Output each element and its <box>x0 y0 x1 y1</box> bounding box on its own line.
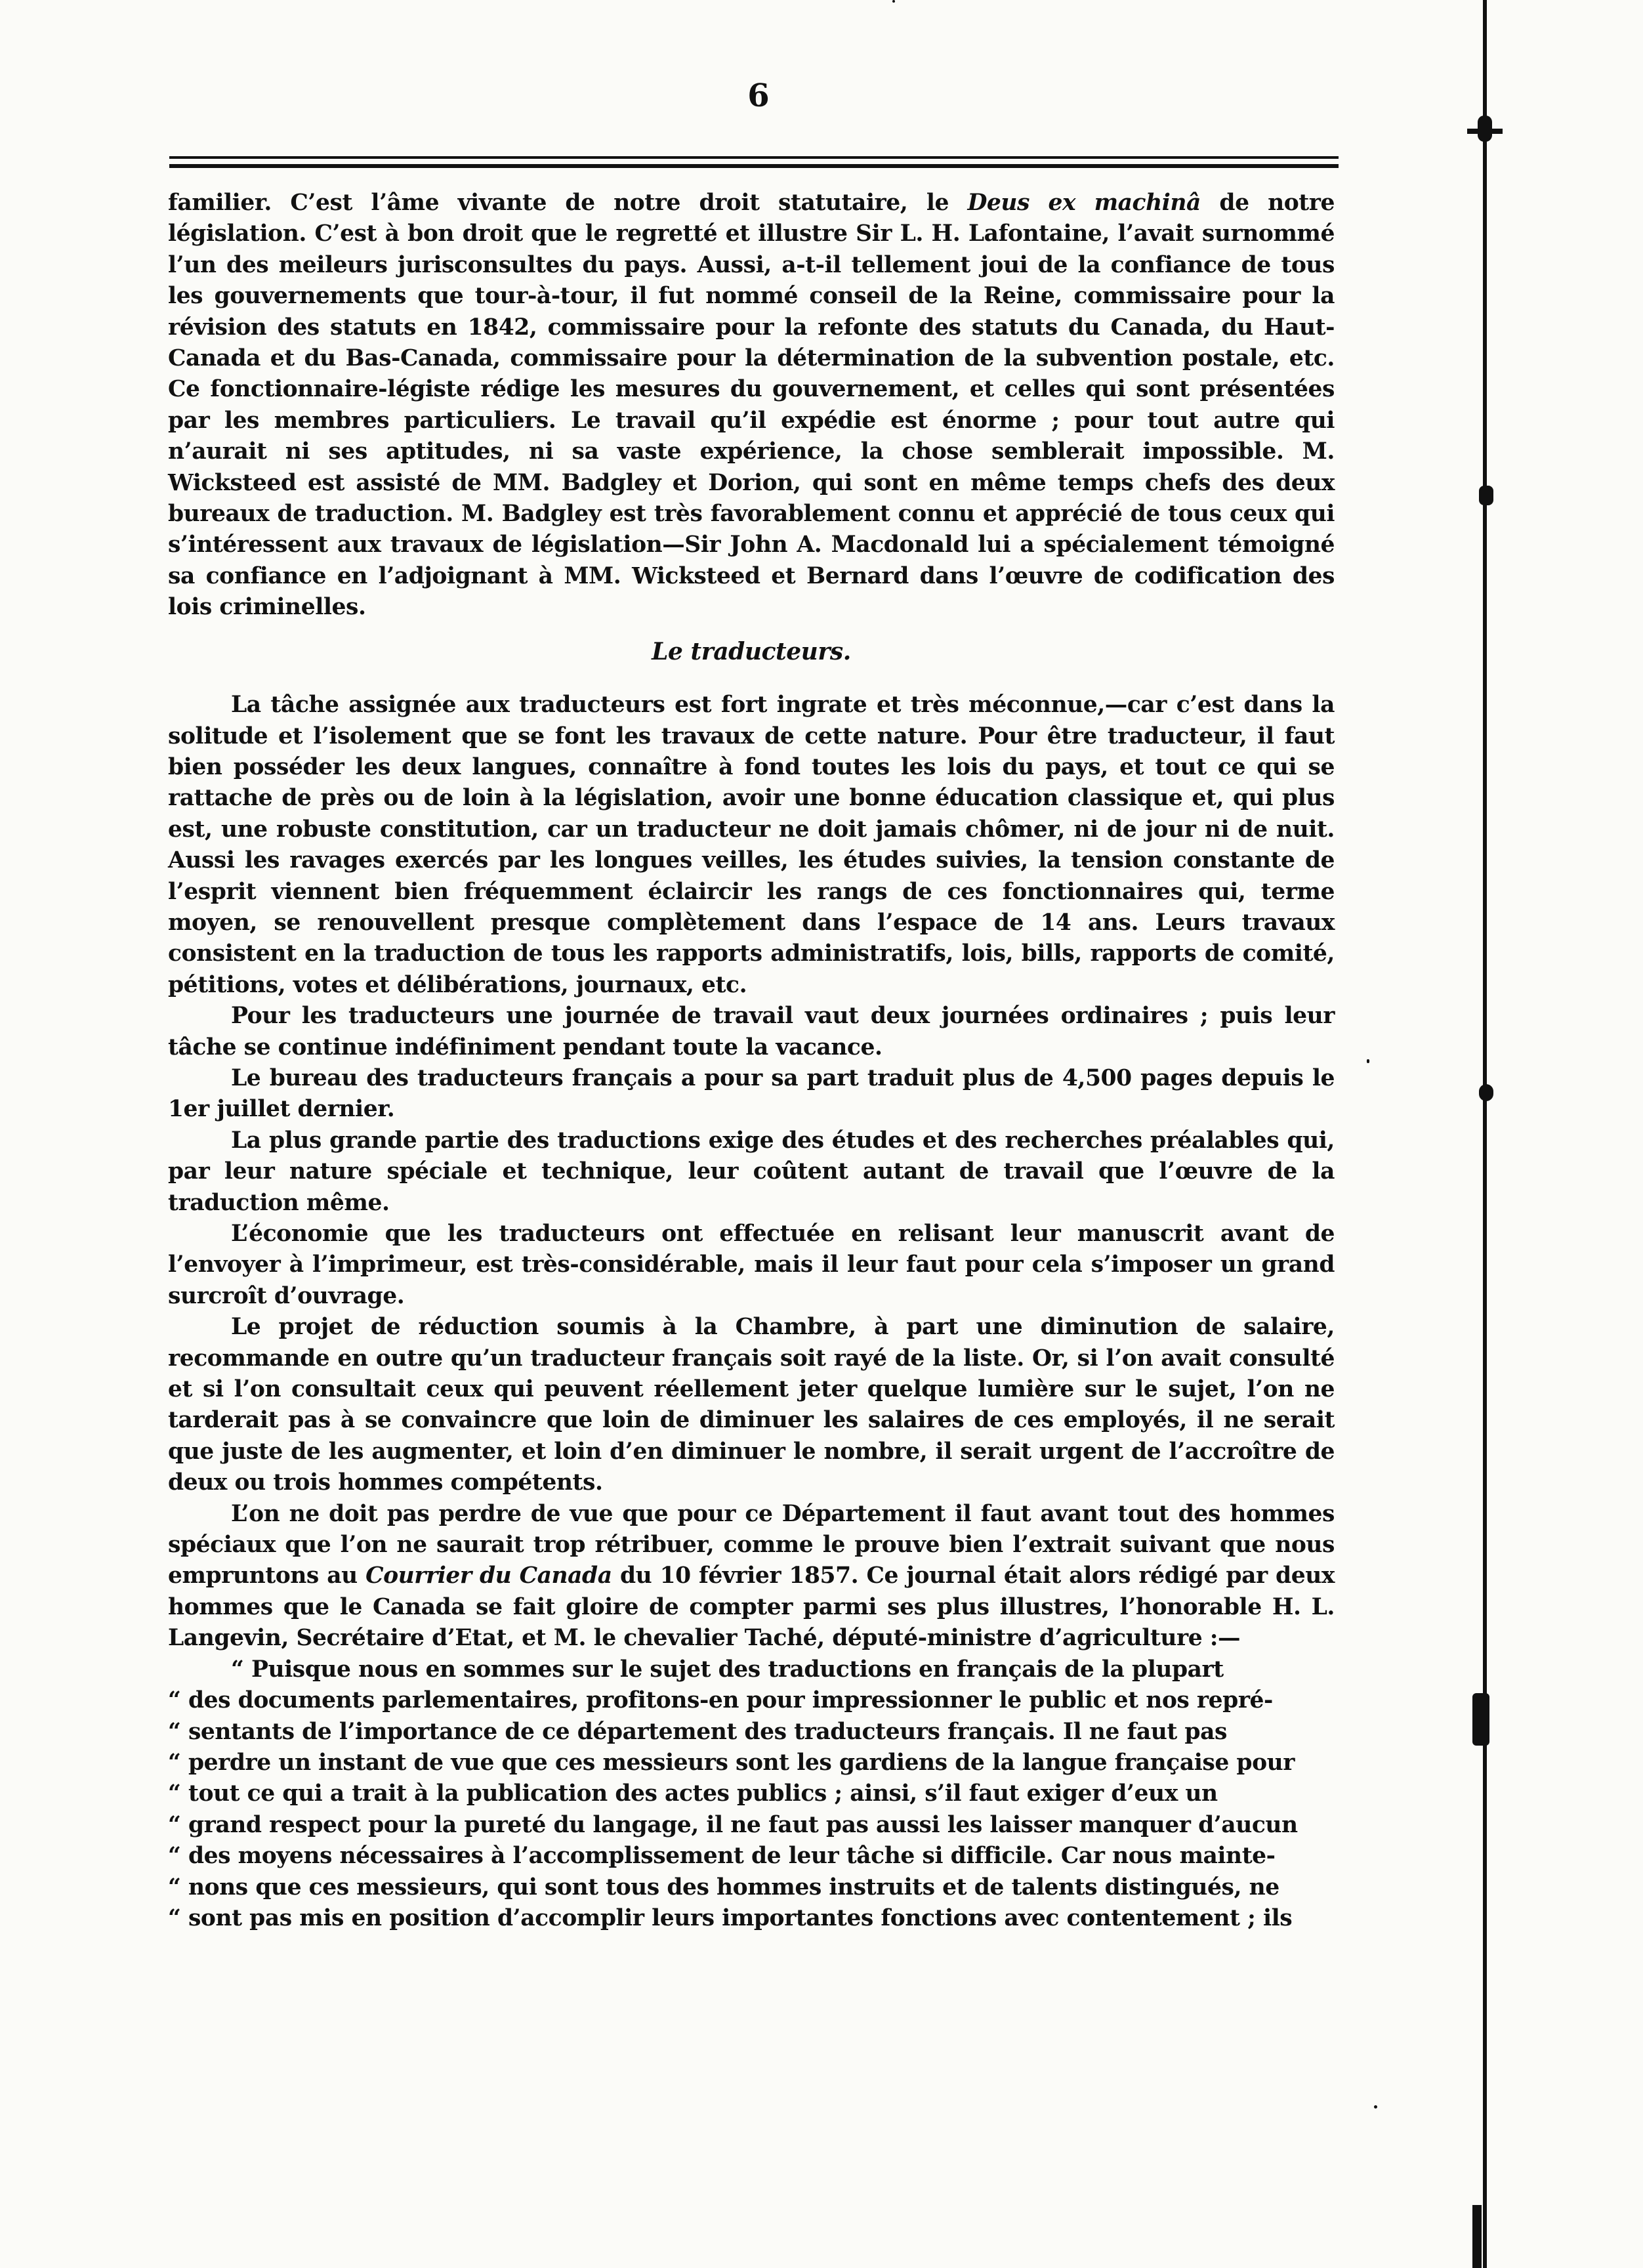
body-text <box>168 188 1335 1934</box>
quote-line: “ tout ce qui a trait à la publication des actes publics ; ainsi, s’il faut exiger d’eux un <box>168 1780 1218 1807</box>
quote-line: “ perdre un instant de vue que ces messieurs sont les gardiens de la langue française pour <box>168 1749 1295 1776</box>
courrier-text-1: L’on ne doit pas perdre de vue que pour ce Département il faut avant tout des hommes spéciaux que l’on ne saurait trop rétribuer, comme le prouve bien l’extrait suivant que nous empruntons au <box>168 1500 1335 1589</box>
quote-line: “ nons que ces messieurs, qui sont tous des hommes instruits et de talents distingués, ne <box>168 1874 1279 1900</box>
paragraph-journee: Pour les traducteurs une journée de travail vaut deux journées ordinaires ; puis leur tâche se continue indéfiniment pendant toute la vacance. <box>168 1003 1335 1060</box>
paragraph-projet: Le projet de réduction soumis à la Chambre, à part une diminution de salaire, recommande en outre qu’un traducteur français soit rayé de la liste. Or, si l’on avait consulté et si l’on consultait ceux qui peuvent réellement jeter quelque lumière sur le sujet, l’on ne tarderait pas à se convaincre que loin de diminuer les salaires de ces employés, il ne serait que juste de les augmenter, et loin d’en diminuer le nombre, il serait urgent de l’accroître de deux ou trois hommes compétents. <box>168 1314 1335 1496</box>
page-number: 6 <box>747 77 770 114</box>
binding-margin <box>1491 0 1643 2268</box>
courrier-newspaper-title: Courrier du Canada <box>365 1563 612 1589</box>
quote-line: “ des moyens nécessaires à l’accomplissement de leur tâche si difficile. Car nous mainte- <box>168 1843 1276 1870</box>
quote-line: “ des documents parlementaires, profitons-en pour impressionner le public et nos repré- <box>168 1687 1273 1714</box>
quotation-block <box>168 1654 1335 1935</box>
quote-line: “ sont pas mis en position d’accomplir leurs importantes fonctions avec contentement ; ils <box>168 1904 1293 1931</box>
quote-line: “ grand respect pour la pureté du langage, il ne faut pas aussi les laisser manquer d’aucun <box>168 1811 1298 1838</box>
paragraph-economie: L’économie que les traducteurs ont effectuée en relisant leur manuscrit avant de l’envoyer à l’imprimeur, est très-considérable, mais il leur faut pour cela s’imposer un grand surcroît d’ouvrage. <box>168 1221 1335 1309</box>
paragraph-tache: La tâche assignée aux traducteurs est fort ingrate et très méconnue,—car c’est dans la solitude et l’isolement que se font les travaux de cette nature. Pour être traducteur, il faut bien posséder les deux langues, connaître à fond toutes les lois du pays, et tout ce qui se rattache de près ou de loin à la législation, avoir une bonne éducation classique et, qui plus est, une robuste constitution, car un traducteur ne doit jamais chômer, ni de jour ni de nuit. Aussi les ravages exercés par les longues veilles, les études suivies, la tension constante de l’esprit viennent bien fréquemment éclaircir les rangs de ces fonctionnaires qui, terme moyen, se renouvellent presque complètement dans l’espace de 14 ans. Leurs travaux consistent en la traduction de tous les rapports administratifs, lois, bills, rapports de comité, pétitions, votes et délibérations, journaux, etc. <box>168 692 1335 998</box>
paragraph-traductions: La plus grande partie des traductions exige des études et des recherches préalables qui, par leur nature spéciale et technique, leur coûtent autant de travail que l’œuvre de la traduction même. <box>168 1127 1335 1216</box>
intro-text-1: familier. C’est l’âme vivante de notre droit statutaire, le <box>168 190 968 216</box>
intro-text-2: de notre législation. C’est à bon droit que le regretté et illustre Sir L. H. Lafontaine, l’avait surnommé l’un des meileurs jurisconsultes du pays. Aussi, a-t-il tellement joui de la confiance de tous les gouvernements que tour-à-tour, il fut nommé conseil de la Reine, commissaire pour la révision des statuts en 1842, commissaire pour la refonte des statuts du Canada, du Haut-Canada et du Bas-Canada, commissaire pour la détermination de la subvention postale, etc. Ce fonctionnaire-légiste rédige les mesures du gouvernement, et celles qui sont présentées par les membres particuliers. Le travail qu’il expédie est énorme ; pour tout autre qui n’aurait ni ses aptitudes, ni sa vaste expérience, la chose semblerait impossible. M. Wicksteed est assisté de MM. Badgley et Dorion, qui sont en même temps chefs des deux bureaux de traduction. M. Badgley est très favorablement connu et apprécié de tous ceux qui s’intéressent aux travaux de législation—Sir John A. Macdonald lui a spécialement témoigné sa confiance en l’adjoignant à MM. Wicksteed et Bernard dans l’œuvre de codification des lois criminelles. <box>168 190 1335 621</box>
binding-mark <box>1472 2205 1482 2268</box>
binding-mark <box>1467 129 1503 134</box>
quote-line: “ Puisque nous en sommes sur le sujet des traductions en français de la plupart <box>231 1656 1224 1683</box>
paragraph-courrier <box>168 1499 1335 1654</box>
courrier-text-2: du 10 février 1857. Ce journal était alors rédigé par deux hommes que le Canada se fait gloire de compter parmi ses plus illustres, l’honorable H. L. Langevin, Secrétaire d’Etat, et M. le chevalier Taché, député-ministre d’agriculture :— <box>168 1563 1335 1652</box>
section-heading: Le traducteurs. <box>652 637 851 665</box>
header-rule-bottom <box>169 164 1339 168</box>
scan-speck <box>1374 2105 1377 2109</box>
paragraph-bureau: Le bureau des traducteurs français a pour sa part traduit plus de 4,500 pages depuis le 1er juillet dernier. <box>168 1064 1335 1123</box>
scan-speck <box>1367 1059 1369 1063</box>
binding-mark <box>1472 1693 1489 1746</box>
paragraph-intro <box>168 188 1335 623</box>
binding-mark <box>1479 486 1493 505</box>
intro-italic: Deus ex machinâ <box>967 190 1201 216</box>
binding-mark <box>1479 1084 1493 1101</box>
binding-edge-line <box>1483 0 1487 2268</box>
header-rule-top <box>169 156 1339 159</box>
quote-line: “ sentants de l’importance de ce département des traducteurs français. Il ne faut pas <box>168 1718 1227 1745</box>
scan-speck <box>892 0 895 3</box>
